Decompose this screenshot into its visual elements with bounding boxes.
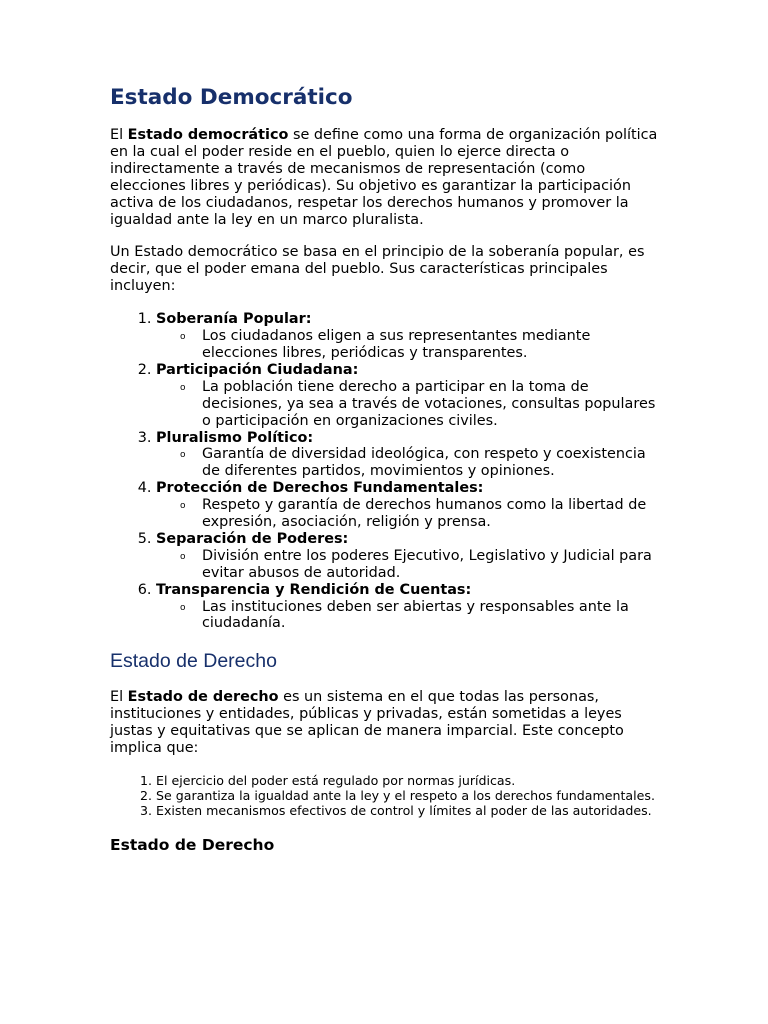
intro-bold-term: Estado democrático [127, 127, 289, 143]
circle-bullet-icon: o [180, 450, 186, 461]
intro-prefix: El [110, 127, 128, 143]
sub-list-item [180, 497, 660, 531]
section2-rest: es un sistema en el que todas las personas, instituciones y entidades, públicas y privadas, están sometidas a leyes justas y equitativas que se aplican de manera imparcial. Este concepto implica que: [110, 689, 624, 757]
list-item-heading: Participación Ciudadana: [156, 361, 359, 378]
list-item: 3. Existen mecanismos efectivos de control y límites al poder de las autoridades. [156, 803, 660, 818]
sub-list [156, 599, 660, 633]
circle-bullet-icon: o [180, 602, 186, 613]
section2-bold-term: Estado de derecho [127, 689, 279, 706]
list-item-heading: Protección de Derechos Fundamentales: [156, 480, 484, 497]
list-item [156, 362, 660, 430]
sub-list-item [180, 378, 660, 430]
sub-list-text: Respeto y garantía de derechos humanos como la libertad de expresión, asociación, religión y prensa. [202, 497, 647, 531]
rule-of-law-list [110, 773, 660, 819]
document-page [110, 84, 660, 855]
sub-list [156, 548, 660, 582]
list-item-heading: Soberanía Popular: [156, 311, 312, 328]
section-heading-estado-de-derecho: Estado de Derecho [110, 650, 277, 673]
list-item [156, 531, 660, 582]
intro-paragraph [110, 127, 660, 228]
sub-list-text: División entre los poderes Ejecutivo, Legislativo y Judicial para evitar abusos de autoridad. [202, 547, 652, 581]
sub-list-item [180, 446, 660, 480]
sub-list [156, 446, 660, 480]
list-item [156, 480, 660, 531]
section-heading-repeat: Estado de Derecho [110, 835, 275, 854]
list-item [156, 582, 660, 633]
list-item-heading: Separación de Poderes: [156, 530, 349, 547]
circle-bullet-icon: o [180, 551, 186, 562]
sovereignty-paragraph: Un Estado democrático se basa en el principio de la soberanía popular, es decir, que el poder emana del pueblo. Sus características principales incluyen: [110, 244, 645, 295]
circle-bullet-icon: o [180, 332, 186, 343]
sub-list [156, 497, 660, 531]
list-item-heading: Transparencia y Rendición de Cuentas: [156, 581, 472, 598]
section2-prefix: El [110, 689, 128, 706]
sub-list-item [180, 547, 660, 582]
sub-list [156, 379, 660, 430]
list-item [156, 430, 660, 481]
intro-rest: se define como una forma de organización política en la cual el poder reside en el pueblo, quien lo ejerce directa o indirectamente a través de mecanismos de representación (como elecciones libres y periódicas). Su objetivo es garantizar la participación activa de los ciudadanos, respetar los derechos humanos y promover la igualdad ante la ley en un marco pluralista. [110, 127, 658, 228]
sub-list-text: Las instituciones deben ser abiertas y responsables ante la ciudadanía. [202, 598, 629, 632]
rule-of-law-paragraph [110, 689, 660, 757]
sub-list-item [180, 598, 660, 633]
sub-list-text: La población tiene derecho a participar en la toma de decisiones, ya sea a través de votaciones, consultas populares o participación en organizaciones civiles. [202, 378, 656, 429]
sub-list-item [180, 328, 660, 362]
list-item: 2. Se garantiza la igualdad ante la ley y el respeto a los derechos fundamentales. [156, 788, 660, 803]
document-title: Estado Democrático [110, 85, 353, 110]
circle-bullet-icon: o [180, 382, 186, 393]
list-item: 1. El ejercicio del poder está regulado por normas jurídicas. [156, 773, 660, 788]
circle-bullet-icon: o [180, 501, 186, 512]
sub-list-text: Los ciudadanos eligen a sus representantes mediante elecciones libres, periódicas y transparentes. [202, 328, 591, 361]
sub-list [156, 328, 660, 362]
characteristics-list [110, 311, 660, 632]
list-item-heading: Pluralismo Político: [156, 429, 314, 446]
list-item [156, 311, 660, 362]
sub-list-text: Garantía de diversidad ideológica, con respeto y coexistencia de diferentes partidos, movimientos y opiniones. [202, 446, 646, 480]
